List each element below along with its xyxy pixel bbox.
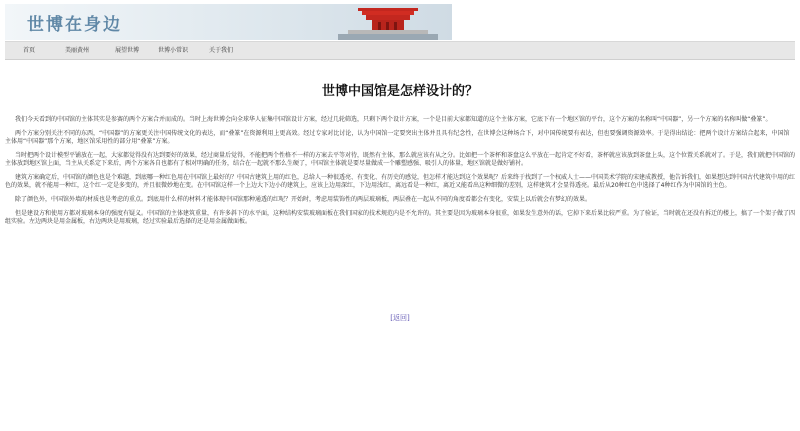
china-pavilion-image: [338, 5, 438, 40]
nav-item-home[interactable]: 首页: [23, 47, 36, 54]
article-title: 世博中国馆是怎样设计的？: [321, 84, 478, 99]
nav-item-expo-outlook[interactable]: 展望世博: [115, 47, 140, 54]
nav-item-expo-knowledge[interactable]: 世博小常识: [158, 47, 189, 54]
article-paragraph: 当时把两个设计模型平铺放在一起，大家都觉得没有达到要好的效果，经过商量后觉得，不能把两个性格不一样的方案去平等对待，既然有主体，那么就应该有从之分。比如把一个茶杯和茶盘这么平放在一起肯定不好看，茶杯就应该放到茶盘上头，这个位置关系就对了。于是，我们就把中国馆的主体放到地区馆上面，当主从关系定下来后，两个方案各自也都有了相对明确的任务，结合在一起就不那么生硬了，中国馆主体就是要尽量做成一个雕塑感强、吸引人的体量，地区馆就是做好铺衬。: [5, 152, 796, 167]
site-logo-text: 世博在身边: [27, 15, 122, 35]
nav-item-huangzhou[interactable]: 美丽黄州: [65, 47, 90, 54]
site-banner: [5, 4, 452, 40]
article-paragraph: 我们今天看到的中国馆的主体其实是参赛的两个方案合并而成的。当时上海世博会向全球华人征集中国馆设计方案，经过几轮筛选，只剩下两个设计方案，一个是目前大家都知道的这个主体方案，它底下有一个地区馆的平台，这个方案的名称叫“中国器”，另一个方案的名称叫做“叠篆”。: [15, 116, 772, 123]
article-paragraph: 建筑方案确定后，中国馆的颜色也是个难题，到底哪一种红色用在中国馆上最好的？中国古建筑上用的红色，总给人一种很透亮、有变化、有历史的感觉，但怎样才能达到这个效果呢？后来终于找到了一个权威人士——中国美术学院的宋建成教授，他告诉我们，如果想达到中国古代建筑中用的红色的效果，就不能用一种红，这个红一定是多变的，并且很微妙地在变。在中国馆这样一个上边大下边小的建筑上，应该上边用深红，下边用浅红，离远看是一种红，离近又能看出这种细微的差别，这样建筑才会显得透亮。最后从20种红色中选择了4种红作为中国馆的主色。: [5, 174, 796, 189]
main-nav: [5, 41, 795, 60]
article-paragraph: 但是建设方和使用方都对玻璃本身的强度有疑义。中国馆的主体建筑重量，有许多斜下的水平面，这种结构安装玻璃面板在我们国家的技术规范内是不允许的。其主要是因为玻璃本身很重，如果发生意外的话，它掉下来后果比较严重。为了验证，当时就在还没有拆迁的楼上，搞了一个架子做了四组实验。左边两块是用金属板，右边两块是用玻璃，经过实验最后选择的还是用金属做面板。: [5, 210, 796, 225]
nav-item-about[interactable]: 关于我们: [209, 47, 234, 54]
back-link[interactable]: [返回]: [390, 314, 410, 322]
article-body: [5, 116, 795, 232]
article-paragraph: 除了颜色外，中国馆外墙的材质也是考虑的重点。到底用什么样的材料才能体现中国馆那种通透的红呢？开始时，考虑用装饰性的两层玻璃板，两层叠在一起从不同的角度看都会有变化，安装上以后就会有梦幻的效果。: [15, 196, 592, 203]
article-paragraph: 两个方案分别关注不同的东西，“中国器”的方案更关注中国传统文化的表达，而“叠篆”在资源利用上更高效。经过专家对比讨论，认为中国馆一定要突出主体并且具有纪念性，在世博会这种场合下，对中国传统要有表达，但也要强调资源效率。于是得出结论：把两个设计方案结合起来，中国馆主体用“中国器”那个方案，地区馆采用性的部分用“叠篆”方案。: [5, 130, 790, 145]
